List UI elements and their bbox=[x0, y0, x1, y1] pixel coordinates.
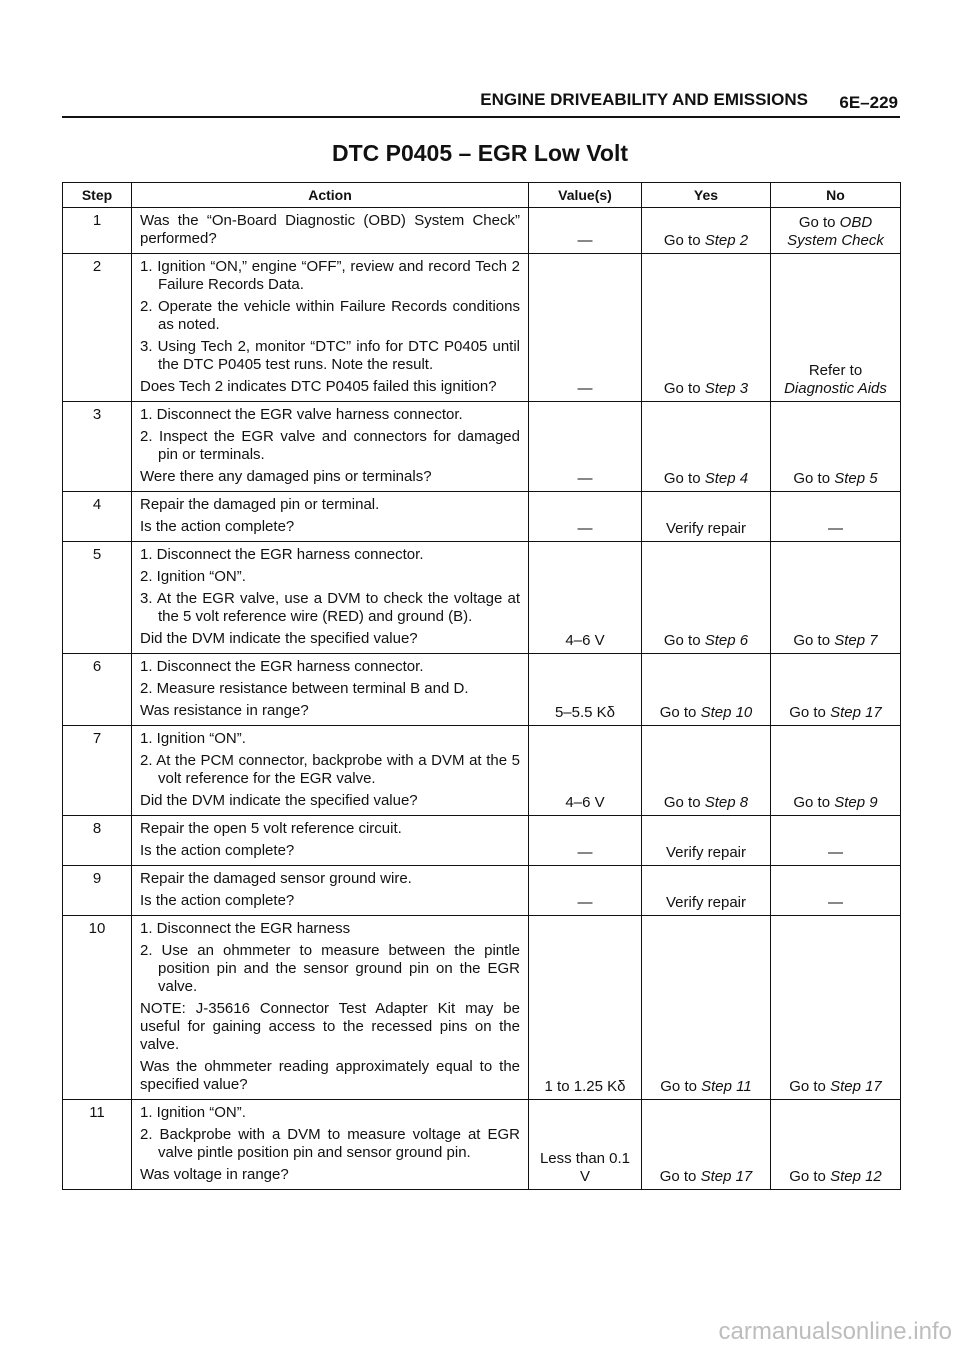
step-number: 10 bbox=[63, 916, 132, 1100]
no-step-reference: Step 17 bbox=[830, 704, 882, 721]
yes-text: Go to bbox=[663, 470, 705, 487]
no-cell bbox=[771, 726, 901, 816]
action-list-item: 1. Disconnect the EGR harness connector. bbox=[140, 658, 424, 675]
action-text: Is the action complete? bbox=[140, 892, 295, 909]
step-number: 6 bbox=[63, 654, 132, 726]
yes-text: Verify repair bbox=[665, 844, 747, 861]
step-number: 11 bbox=[63, 1100, 132, 1190]
yes-cell bbox=[642, 492, 771, 542]
step-number: 4 bbox=[63, 492, 132, 542]
action-list-item: 2. Inspect the EGR valve and connectors for damaged pin or terminals. bbox=[140, 428, 520, 463]
value-cell: 1 to 1.25 Kδ bbox=[529, 916, 642, 1100]
yes-step-reference: Step 6 bbox=[704, 632, 749, 649]
no-text: Refer to bbox=[808, 362, 863, 379]
yes-cell bbox=[642, 726, 771, 816]
value-cell: 4–6 V bbox=[529, 542, 642, 654]
action-cell bbox=[132, 1100, 529, 1190]
step-number: 9 bbox=[63, 866, 132, 916]
table-row bbox=[63, 726, 901, 816]
yes-step-reference: Step 17 bbox=[700, 1168, 753, 1185]
yes-text: Go to bbox=[659, 704, 701, 721]
no-text: — bbox=[828, 844, 843, 861]
action-text: Is the action complete? bbox=[140, 518, 295, 535]
no-cell bbox=[771, 254, 901, 402]
no-step-reference: Diagnostic Aids bbox=[784, 380, 887, 397]
action-list-item: 1. Ignition “ON”. bbox=[140, 730, 246, 747]
action-list-item: 3. At the EGR valve, use a DVM to check the voltage at the 5 volt reference wire (RED) and ground (B). bbox=[140, 590, 520, 625]
table-row bbox=[63, 208, 901, 254]
action-text: Were there any damaged pins or terminals? bbox=[140, 468, 432, 485]
no-text: — bbox=[828, 520, 843, 537]
yes-step-reference: Step 11 bbox=[701, 1078, 752, 1095]
action-cell bbox=[132, 726, 529, 816]
table-header-row bbox=[63, 183, 901, 208]
action-list-item: 2. Measure resistance between terminal B and D. bbox=[140, 680, 469, 697]
action-list-item: 1. Disconnect the EGR harness connector. bbox=[140, 546, 424, 563]
no-step-reference: Step 17 bbox=[830, 1078, 882, 1095]
action-cell bbox=[132, 654, 529, 726]
yes-cell bbox=[642, 654, 771, 726]
table-row bbox=[63, 1100, 901, 1190]
watermark: carmanualsonline.info bbox=[718, 1318, 952, 1345]
column-header-yes: Yes bbox=[642, 183, 771, 208]
column-header-values: Value(s) bbox=[529, 183, 642, 208]
step-number: 7 bbox=[63, 726, 132, 816]
no-cell bbox=[771, 208, 901, 254]
no-step-reference: Step 5 bbox=[834, 470, 878, 487]
no-text: Go to bbox=[789, 704, 831, 721]
no-cell bbox=[771, 654, 901, 726]
action-cell bbox=[132, 866, 529, 916]
page-title: DTC P0405 – EGR Low Volt bbox=[331, 140, 629, 166]
action-cell bbox=[132, 916, 529, 1100]
yes-text: Verify repair bbox=[665, 520, 747, 537]
action-cell bbox=[132, 402, 529, 492]
value-cell: — bbox=[529, 816, 642, 866]
yes-cell bbox=[642, 542, 771, 654]
table-row bbox=[63, 816, 901, 866]
action-text: Was resistance in range? bbox=[140, 702, 309, 719]
action-cell bbox=[132, 492, 529, 542]
action-list-item: 1. Ignition “ON,” engine “OFF”, review and record Tech 2 Failure Records Data. bbox=[140, 258, 520, 293]
yes-cell bbox=[642, 1100, 771, 1190]
column-header-action: Action bbox=[132, 183, 529, 208]
value-cell: — bbox=[529, 402, 642, 492]
table-row bbox=[63, 492, 901, 542]
value-cell: — bbox=[529, 492, 642, 542]
yes-cell bbox=[642, 816, 771, 866]
action-list-item: 1. Disconnect the EGR valve harness connector. bbox=[140, 406, 463, 423]
action-cell bbox=[132, 816, 529, 866]
yes-text: Go to bbox=[663, 380, 705, 397]
value-cell: 4–6 V bbox=[529, 726, 642, 816]
action-list-item: 2. Use an ohmmeter to measure between the pintle position pin and the sensor ground pin on the EGR valve. bbox=[140, 942, 520, 995]
action-cell bbox=[132, 542, 529, 654]
action-cell bbox=[132, 254, 529, 402]
action-text: Repair the open 5 volt reference circuit. bbox=[140, 820, 402, 837]
step-number: 2 bbox=[63, 254, 132, 402]
action-text: Was voltage in range? bbox=[140, 1166, 289, 1183]
table-row bbox=[63, 542, 901, 654]
table-row bbox=[63, 254, 901, 402]
table-row bbox=[63, 654, 901, 726]
action-list-item: 2. At the PCM connector, backprobe with a DVM at the 5 volt reference for the EGR valve. bbox=[140, 752, 520, 787]
yes-cell bbox=[642, 866, 771, 916]
action-text: Did the DVM indicate the specified value? bbox=[140, 792, 418, 809]
yes-cell bbox=[642, 208, 771, 254]
yes-step-reference: Step 10 bbox=[700, 704, 753, 721]
no-step-reference: Step 7 bbox=[834, 632, 878, 649]
column-header-no: No bbox=[771, 183, 901, 208]
no-cell bbox=[771, 1100, 901, 1190]
action-text: Did the DVM indicate the specified value? bbox=[140, 630, 418, 647]
no-text: — bbox=[828, 894, 843, 911]
yes-text: Verify repair bbox=[665, 894, 747, 911]
yes-text: Go to bbox=[660, 1078, 702, 1095]
action-text: NOTE: J-35616 Connector Test Adapter Kit may be useful for gaining access to the recessed pins on the valve. bbox=[140, 1000, 520, 1053]
value-cell: Less than 0.1 V bbox=[529, 1100, 642, 1190]
yes-cell bbox=[642, 254, 771, 402]
action-text: Repair the damaged sensor ground wire. bbox=[140, 870, 412, 887]
value-cell: — bbox=[529, 254, 642, 402]
action-text: Was the “On-Board Diagnostic (OBD) System Check” performed? bbox=[140, 212, 520, 247]
yes-step-reference: Step 3 bbox=[704, 380, 749, 397]
action-list-item: 3. Using Tech 2, monitor “DTC” info for DTC P0405 until the DTC P0405 test runs. Note the result. bbox=[140, 338, 520, 373]
no-cell bbox=[771, 816, 901, 866]
no-text: Go to bbox=[793, 470, 835, 487]
table-row bbox=[63, 402, 901, 492]
value-cell: 5–5.5 Kδ bbox=[529, 654, 642, 726]
step-number: 5 bbox=[63, 542, 132, 654]
yes-text: Go to bbox=[663, 232, 705, 249]
section-title: ENGINE DRIVEABILITY AND EMISSIONS bbox=[480, 90, 808, 109]
page-number: 6E–229 bbox=[839, 93, 898, 112]
action-text: Repair the damaged pin or terminal. bbox=[140, 496, 380, 513]
no-text: Go to bbox=[793, 794, 835, 811]
yes-text: Go to bbox=[663, 794, 705, 811]
page-header bbox=[62, 88, 900, 118]
no-step-reference: OBD System Check bbox=[787, 214, 884, 249]
action-list-item: 2. Operate the vehicle within Failure Records conditions as noted. bbox=[140, 298, 520, 333]
action-list-item: 2. Backprobe with a DVM to measure voltage at EGR valve pintle position pin and sensor ground pin. bbox=[140, 1126, 520, 1161]
action-text: Was the ohmmeter reading approximately equal to the specified value? bbox=[140, 1058, 520, 1093]
no-cell bbox=[771, 402, 901, 492]
yes-step-reference: Step 8 bbox=[704, 794, 749, 811]
yes-cell bbox=[642, 916, 771, 1100]
no-cell bbox=[771, 542, 901, 654]
no-step-reference: Step 12 bbox=[830, 1168, 882, 1185]
no-text: Go to bbox=[789, 1078, 831, 1095]
step-number: 1 bbox=[63, 208, 132, 254]
no-cell bbox=[771, 492, 901, 542]
no-text: Go to bbox=[793, 632, 835, 649]
step-number: 3 bbox=[63, 402, 132, 492]
yes-step-reference: Step 4 bbox=[704, 470, 749, 487]
action-list-item: 1. Ignition “ON”. bbox=[140, 1104, 246, 1121]
step-number: 8 bbox=[63, 816, 132, 866]
no-text: Go to bbox=[789, 1168, 831, 1185]
table-row bbox=[63, 916, 901, 1100]
no-cell bbox=[771, 866, 901, 916]
value-cell: — bbox=[529, 208, 642, 254]
diagnostic-table bbox=[62, 182, 901, 1190]
action-text: Does Tech 2 indicates DTC P0405 failed this ignition? bbox=[140, 378, 497, 395]
action-text: Is the action complete? bbox=[140, 842, 295, 859]
action-list-item: 2. Ignition “ON”. bbox=[140, 568, 246, 585]
no-cell bbox=[771, 916, 901, 1100]
value-cell: — bbox=[529, 866, 642, 916]
yes-cell bbox=[642, 402, 771, 492]
action-cell bbox=[132, 208, 529, 254]
no-text: Go to bbox=[798, 214, 840, 231]
action-list-item: 1. Disconnect the EGR harness bbox=[140, 920, 351, 937]
no-step-reference: Step 9 bbox=[834, 794, 878, 811]
column-header-step: Step bbox=[63, 183, 132, 208]
yes-text: Go to bbox=[659, 1168, 701, 1185]
yes-step-reference: Step 2 bbox=[704, 232, 749, 249]
yes-text: Go to bbox=[663, 632, 705, 649]
table-row bbox=[63, 866, 901, 916]
